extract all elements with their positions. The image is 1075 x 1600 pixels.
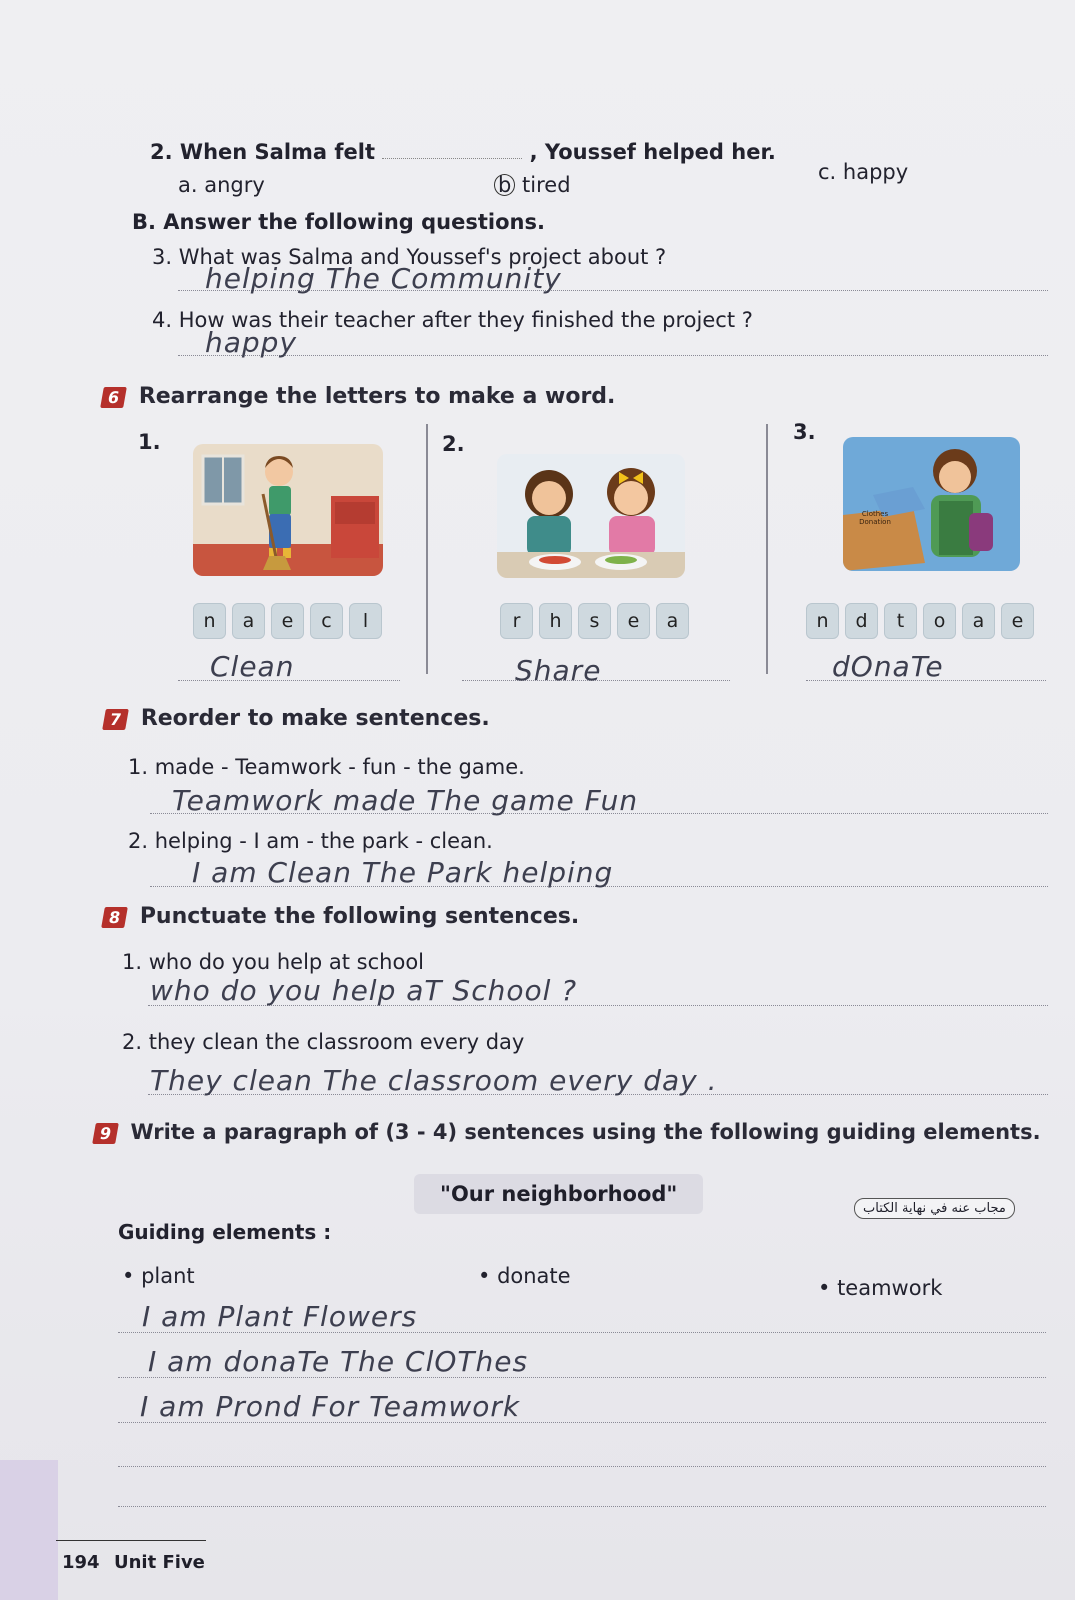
answer-8-2-handwritten: They clean The classroom every day . (150, 1064, 718, 1097)
answer-6-2-handwritten: Share (515, 654, 602, 687)
letter-tile: s (578, 603, 611, 639)
answer-3-handwritten: helping The Community (205, 262, 562, 295)
paragraph-line-3-handwritten: I am Prond For Teamwork (140, 1390, 521, 1423)
column-divider (426, 424, 428, 674)
answer-6-3-handwritten: dOnaTe (832, 650, 944, 683)
sharing-illustration (497, 454, 685, 578)
exercise-8-sentence-2: 2. they clean the classroom every day (122, 1030, 525, 1054)
answer-7-1-handwritten: Teamwork made The game Fun (172, 784, 639, 817)
item-number: 1. (138, 430, 161, 454)
bullet: • (122, 1264, 142, 1288)
bullet: • (478, 1264, 498, 1288)
box-label-line-1: Clothes (861, 510, 889, 518)
letter-tiles-1 (193, 603, 382, 639)
answer-6-1-handwritten: Clean (210, 650, 295, 683)
box-label-line-2: Donation (859, 518, 891, 526)
writing-line (118, 1506, 1046, 1507)
paragraph-topic: "Our neighborhood" (414, 1174, 703, 1214)
answer-8-1-handwritten: who do you help aT School ? (150, 974, 578, 1007)
writing-line (118, 1466, 1046, 1467)
exercise-7-heading (104, 706, 490, 731)
option-a: a. angry (178, 173, 265, 197)
answer-4-handwritten: happy (205, 326, 298, 359)
section-b-title: B. Answer the following questions. (132, 210, 545, 234)
letter-tile: d (845, 603, 878, 639)
question-2-text-before: 2. When Salma felt (150, 140, 375, 164)
exercise-8-number: 8 (101, 907, 128, 928)
option-c: c. happy (818, 160, 909, 184)
exercise-8-heading (103, 904, 579, 929)
option-b (494, 173, 571, 197)
box-label (852, 510, 898, 526)
guiding-element-text: donate (497, 1264, 571, 1288)
letter-tile: a (962, 603, 995, 639)
paragraph-line-1-handwritten: I am Plant Flowers (142, 1300, 418, 1333)
letter-tile: e (617, 603, 650, 639)
guiding-elements-label: Guiding elements : (118, 1220, 332, 1244)
question-2 (150, 140, 776, 164)
bullet: • (818, 1276, 838, 1300)
footer-rule (56, 1540, 206, 1541)
exercise-7-sentence-1: 1. made - Teamwork - fun - the game. (128, 755, 525, 779)
exercise-9-title: Write a paragraph of (3 - 4) sentences using the following guiding elements. (130, 1120, 1041, 1144)
letter-tiles-3 (806, 603, 1034, 639)
letter-tile: c (310, 603, 343, 639)
option-b-word: tired (522, 173, 571, 197)
exercise-6-number: 6 (100, 387, 127, 408)
unit-label: Unit Five (114, 1552, 205, 1573)
question-3: 3. What was Salma and Youssef's project about ? (152, 245, 667, 269)
page-edge-tab (0, 1460, 58, 1600)
exercise-9-number: 9 (92, 1123, 119, 1144)
guiding-element (478, 1264, 571, 1288)
exercise-7-sentence-2: 2. helping - I am - the park - clean. (128, 829, 493, 853)
answer-line (178, 355, 1048, 356)
guiding-element-text: plant (141, 1264, 195, 1288)
circled-letter: b (494, 174, 515, 196)
exercise-8-title: Punctuate the following sentences. (139, 904, 580, 929)
exercise-7-title: Reorder to make sentences. (140, 706, 490, 731)
answer-key-note: مجاب عنه في نهاية الكتاب (854, 1198, 1015, 1219)
letter-tile: l (349, 603, 382, 639)
exercise-9-heading (94, 1120, 1041, 1144)
letter-tile: a (232, 603, 265, 639)
letter-tile: o (923, 603, 956, 639)
exercise-6-title: Rearrange the letters to make a word. (138, 384, 616, 409)
question-4: 4. How was their teacher after they finished the project ? (152, 308, 753, 332)
picture-girl-sweeping (193, 444, 383, 576)
item-number: 2. (442, 432, 465, 456)
answer-7-2-handwritten: I am Clean The Park helping (192, 856, 614, 889)
exercise-6-heading (102, 384, 615, 409)
exercise-8-sentence-1: 1. who do you help at school (122, 950, 425, 974)
question-2-text-after: , Youssef helped her. (529, 140, 776, 164)
letter-tile: e (1001, 603, 1034, 639)
picture-boy-donating (843, 437, 1020, 571)
paragraph-line-2-handwritten: I am donaTe The ClOThes (148, 1345, 529, 1378)
blank-line (382, 158, 522, 159)
letter-tiles-2 (500, 603, 689, 639)
donating-illustration (843, 437, 1020, 571)
guiding-element-text: teamwork (837, 1276, 943, 1300)
column-divider (766, 424, 768, 674)
picture-girls-sharing (497, 454, 685, 578)
letter-tile: r (500, 603, 533, 639)
letter-tile: n (806, 603, 839, 639)
page-number: 194 (62, 1552, 100, 1573)
sweeping-illustration (193, 444, 383, 576)
letter-tile: e (271, 603, 304, 639)
item-number: 3. (793, 420, 816, 444)
letter-tile: a (656, 603, 689, 639)
exercise-7-number: 7 (102, 709, 129, 730)
guiding-element (818, 1276, 942, 1300)
letter-tile: n (193, 603, 226, 639)
letter-tile: t (884, 603, 917, 639)
letter-tile: h (539, 603, 572, 639)
guiding-element (122, 1264, 195, 1288)
